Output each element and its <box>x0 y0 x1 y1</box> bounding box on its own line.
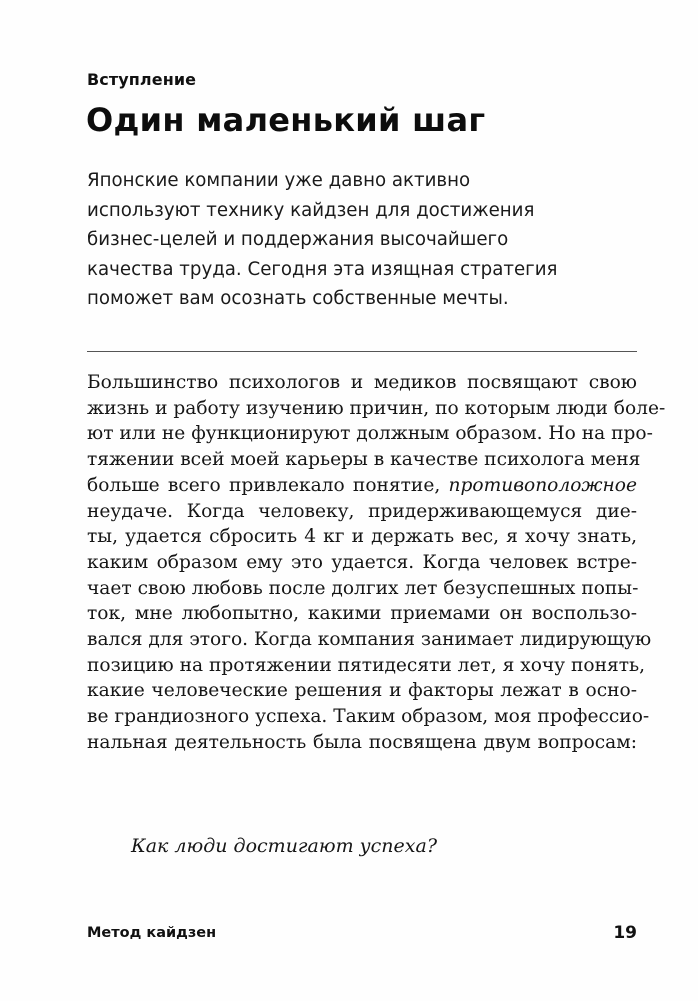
body-line: ве грандиозного успеха. Таким образом, моя профессио- <box>87 706 650 728</box>
body-line: каким образом ему это удается. Когда человек встре- <box>87 551 637 573</box>
body-line: жизнь и работу изучению причин, по которым люди боле- <box>87 397 666 419</box>
body-line: ют или не функционируют должным образом. Но на про- <box>87 423 653 445</box>
body-line: ток, мне любопытно, какими приемами он воспользо- <box>87 603 637 625</box>
running-footer-title: Метод кайдзен <box>87 925 217 941</box>
section-label: Вступление <box>87 70 197 89</box>
body-text: больше всего привлекало понятие, <box>87 474 449 496</box>
body-line: позицию на протяжении пятидесяти лет, я хочу понять, <box>87 654 646 676</box>
body-emphasis: противоположное <box>448 474 637 496</box>
intro-line: бизнес-целей и поддержания высочайшего <box>87 229 509 251</box>
body-line: Большинство психологов и медиков посвящают свою <box>87 372 637 393</box>
body-line: нальная деятельность была посвящена двум вопросам: <box>87 731 637 753</box>
intro-line <box>87 284 567 314</box>
chapter-intro <box>87 166 567 314</box>
body-line: чает свою любовь после долгих лет безуспешных попы- <box>87 577 639 599</box>
intro-line: качества труда. Сегодня эта изящная стратегия <box>87 258 558 280</box>
body-line: вался для этого. Когда компания занимает лидирующую <box>87 629 652 651</box>
body-line <box>87 473 637 499</box>
body-line: тяжении всей моей карьеры в качестве психолога меня <box>87 449 641 471</box>
body-line: ты, удается сбросить 4 кг и держать вес, я хочу знать, <box>87 526 637 548</box>
intro-line: используют технику кайдзен для достижения <box>87 199 535 221</box>
intro-emphasis: вам <box>178 288 215 310</box>
section-divider <box>87 351 637 352</box>
body-paragraph <box>87 370 666 756</box>
page-number: 19 <box>613 923 637 943</box>
intro-line: Японские компании уже давно активно <box>87 170 471 191</box>
chapter-title: Один маленький шаг <box>86 101 486 139</box>
question-quote: Как люди достигают успеха? <box>131 835 438 857</box>
intro-text: осознать собственные мечты. <box>214 288 509 310</box>
intro-text: поможет <box>87 288 179 310</box>
body-line: неудаче. Когда человеку, придерживающемуся дие- <box>87 500 637 522</box>
body-line: какие человеческие решения и факторы лежат в осно- <box>87 680 637 702</box>
